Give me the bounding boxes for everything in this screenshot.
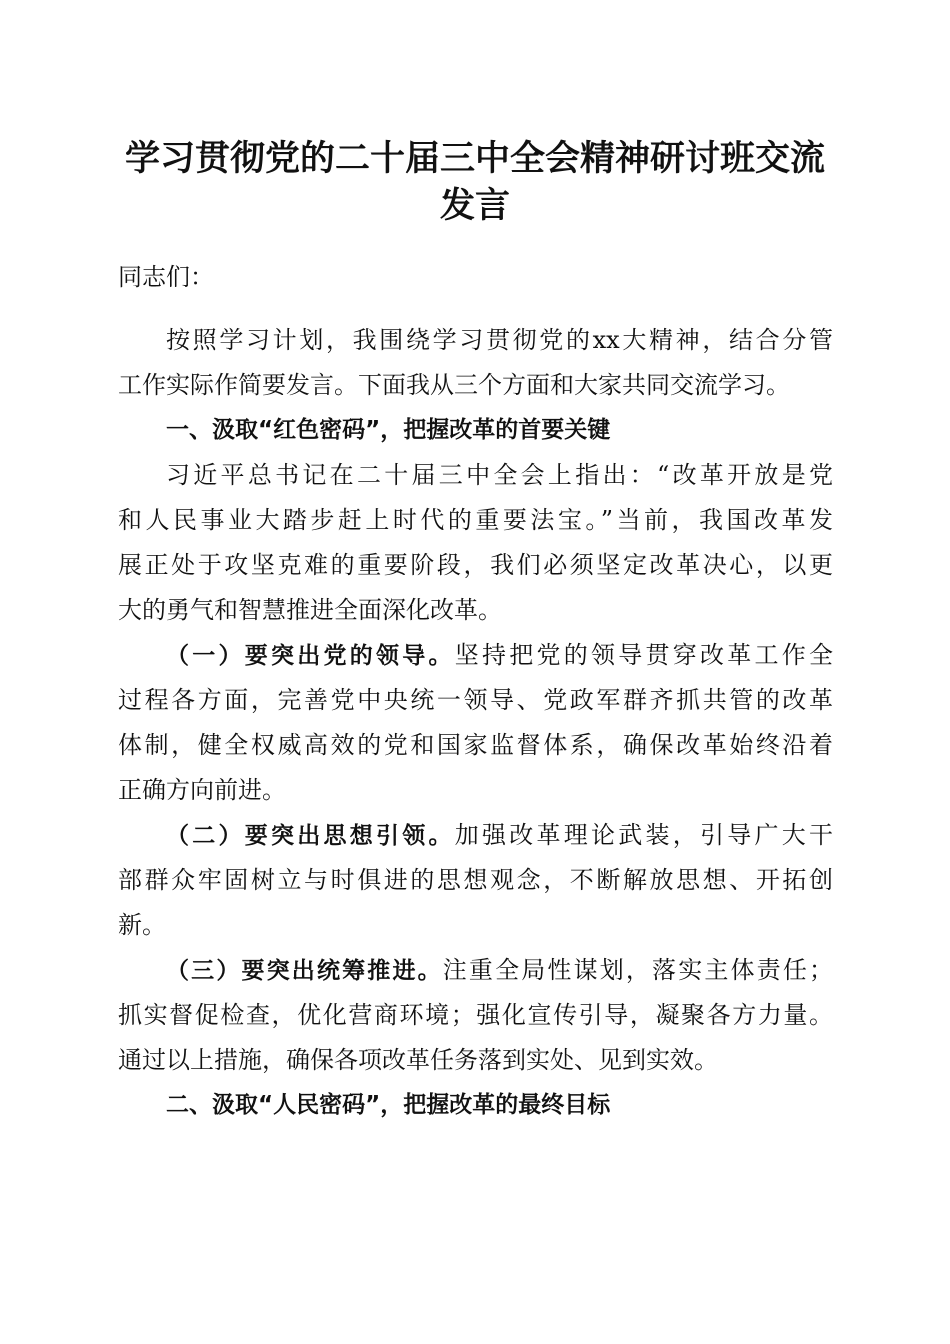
point-2-heading: （二）要突出思想引领。 <box>166 823 455 849</box>
point-3-line-2: 抓实督促检查，优化营商环境；强化宣传引导，凝聚各方力量。 <box>118 1001 833 1029</box>
document-title-line-2: 发言 <box>439 185 510 226</box>
section-1-para-line-1: 习近平总书记在二十届三中全会上指出：“改革开放是党 <box>166 461 833 489</box>
point-3-text: 注重全局性谋划，落实主体责任； <box>442 956 834 984</box>
point-1-line-1 <box>166 633 833 678</box>
point-3-heading: （三）要突出统筹推进。 <box>166 958 443 984</box>
point-2-line-3: 新。 <box>118 911 166 939</box>
point-2-line-2: 部群众牢固树立与时俱进的思想观念，不断解放思想、开拓创 <box>118 866 833 894</box>
point-2-line-1 <box>166 813 833 858</box>
section-1-heading: 一、汲取“红色密码”，把握改革的首要关键 <box>166 417 611 443</box>
section-1-para-line-3: 展正处于攻坚克难的重要阶段，我们必须坚定改革决心，以更 <box>118 551 833 579</box>
salutation: 同志们： <box>118 263 214 291</box>
point-1-heading: （一）要突出党的领导。 <box>166 643 455 669</box>
section-1-para-line-4: 大的勇气和智慧推进全面深化改革。 <box>118 596 502 624</box>
section-1-para-line-2: 和人民事业大踏步赶上时代的重要法宝。”当前，我国改革发 <box>118 506 833 534</box>
point-1-line-3: 体制，健全权威高效的党和国家监督体系，确保改革始终沿着 <box>118 731 833 759</box>
intro-line-1: 按照学习计划，我围绕学习贯彻党的xx大精神，结合分管 <box>166 326 833 354</box>
point-1-line-4: 正确方向前进。 <box>118 776 286 804</box>
document-title-line-1: 学习贯彻党的二十届三中全会精神研讨班交流 <box>124 138 825 179</box>
section-2-heading: 二、汲取“人民密码”，把握改革的最终目标 <box>166 1092 611 1118</box>
point-3-line-3: 通过以上措施，确保各项改革任务落到实处、见到实效。 <box>118 1046 718 1074</box>
point-3-line-1 <box>166 948 833 993</box>
point-1-line-2: 过程各方面，完善党中央统一领导、党政军群齐抓共管的改革 <box>118 686 833 714</box>
point-2-text: 加强改革理论武装，引导广大干 <box>454 821 833 849</box>
point-1-text: 坚持把党的领导贯穿改革工作全 <box>454 641 833 669</box>
intro-line-2: 工作实际作简要发言。下面我从三个方面和大家共同交流学习。 <box>118 371 790 399</box>
